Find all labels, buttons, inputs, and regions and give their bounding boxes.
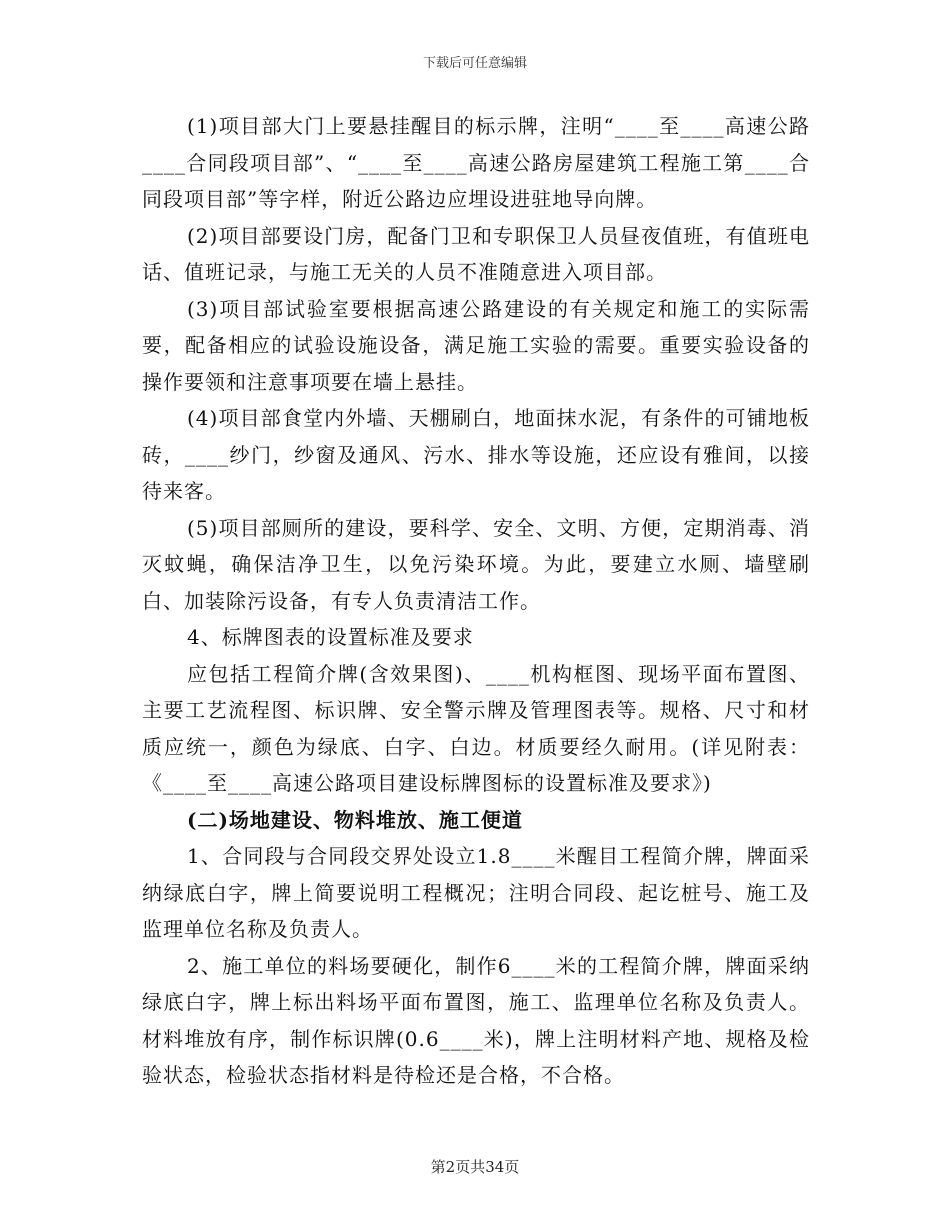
section-heading-site: (二)场地建设、物料堆放、施工便道 [187, 807, 523, 832]
document-body [142, 108, 810, 1094]
paragraph-item-1: (1)项目部大门上要悬挂醒目的标示牌，注明“____至____高速公路____合同段项目部”、“____至____高速公路房屋建筑工程施工第____合同段项目部”等字样，附近公路边应埋设进驻地导向牌。 [142, 114, 810, 211]
page-header: 下载后可任意编辑 [422, 56, 527, 71]
paragraph-item-2: (2)项目部要设门房，配备门卫和专职保卫人员昼夜值班，有值班电话、值班记录，与施工无关的人员不准随意进入项目部。 [142, 223, 810, 284]
paragraph-item-3: (3)项目部试验室要根据高速公路建设的有关规定和施工的实际需要，配备相应的试验设施设备，满足施工实验的需要。重要实验设备的操作要领和注意事项要在墙上悬挂。 [142, 296, 810, 394]
page-number: 第2页共34页 [430, 1158, 520, 1176]
paragraph-item-4: (4)项目部食堂内外墙、天棚刷白，地面抹水泥，有条件的可铺地板砖，____纱门，纱窗及通风、污水、排水等设施，还应设有雅间，以接待来客。 [142, 406, 810, 503]
paragraph-signage: 应包括工程简介牌(含效果图)、____机构框图、现场平面布置图、主要工艺流程图、标识牌、安全警示牌及管理图表等。规格、尺寸和材质应统一，颜色为绿底、白字、白边。材质要经久耐用。(详见附表：《____至____高速公路项目建设标牌图标的设置标准及要求》) [142, 661, 810, 795]
paragraph-item-5: (5)项目部厕所的建设，要科学、安全、文明、方便，定期消毒、消灭蚊蝇，确保洁净卫生，以免污染环境。为此，要建立水厕、墙壁刷白、加装除污设备，有专人负责清洁工作。 [142, 515, 810, 613]
paragraph-site-1: 1、合同段与合同段交界处设立1.8____米醒目工程简介牌，牌面采纳绿底白字，牌上简要说明工程概况；注明合同段、起讫桩号、施工及监理单位名称及负责人。 [142, 844, 810, 941]
paragraph-site-2: 2、施工单位的料场要硬化，制作6____米的工程简介牌，牌面采纳绿底白字，牌上标出料场平面布置图，施工、监理单位名称及负责人。材料堆放有序，制作标识牌(0.6____米)，牌上注明材料产地、规格及检验状态，检验状态指材料是待检还是合格，不合格。 [142, 953, 810, 1087]
section-heading-signage: 4、标牌图表的设置标准及要求 [187, 625, 474, 649]
